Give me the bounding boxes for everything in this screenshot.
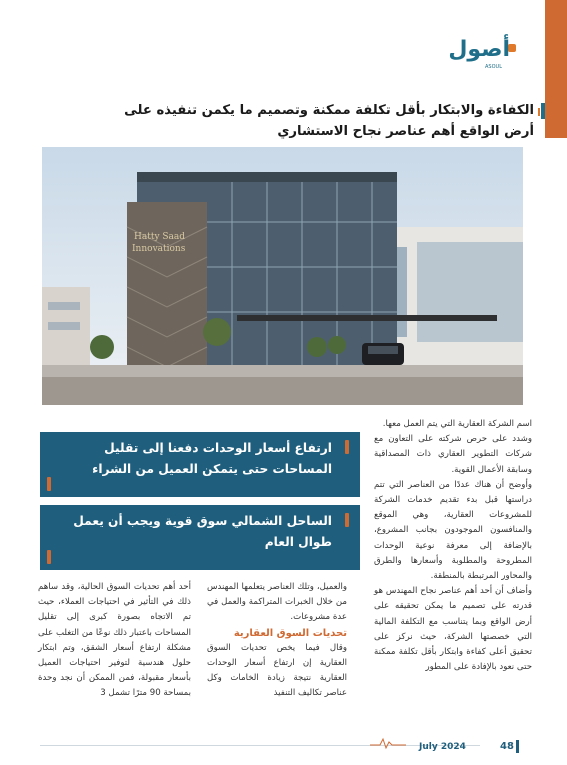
quote-close-icon	[44, 477, 54, 491]
article-column-middle	[207, 580, 347, 702]
issue-date: July 2024	[419, 742, 466, 752]
section-subheading: تحديات السوق العقارية	[233, 627, 347, 639]
pull-quote-2	[40, 505, 360, 570]
building-photo	[42, 147, 523, 405]
article-column-left	[38, 580, 191, 702]
article-headline: الكفاءة والابتكار بأقل تكلفة ممكنة وتصميم ما يكمن تنفيذه على أرض الواقع أهم عناصر نجاح الاستشاري	[124, 103, 534, 139]
page-marker-icon	[516, 740, 519, 753]
page-number: 48	[500, 741, 514, 752]
pull-quote-1	[40, 432, 360, 497]
magazine-logo	[440, 37, 510, 70]
corner-accent	[545, 0, 567, 138]
quote-open-icon	[342, 440, 352, 454]
paragraph: وأضاف أن أحد أهم عناصر نجاح المهندس هو قدرته على تصميم ما يمكن تحقيقه على أرض الواقع وبما يتناسب مع التكلفة المالية التي خصصتها الشركة، حيث نركز على تحقيق أعلى كفاءة وابتكار بأقل تكلفة ممكنة حتى نعود بالإفادة على المطور	[374, 586, 532, 673]
logo-tagline: ASOUL	[485, 64, 502, 70]
quote-close-icon	[44, 550, 54, 564]
building-sign-line1: Hatty Saad	[134, 232, 186, 242]
building-photo-illustration	[42, 147, 523, 405]
building-sign-line2: Innovations	[132, 244, 186, 254]
paragraph: والعميل، وتلك العناصر يتعلمها المهندس من خلال الخبرات المتراكمة والعمل في عدة مشروعات.	[207, 582, 347, 623]
pulse-line-icon	[370, 736, 406, 750]
paragraph: وشدد على حرص شركته على التعاون مع شركات التطوير العقاري ذات المصداقية وسابقة الأعمال القوية.	[374, 434, 532, 475]
paragraph: أحد أهم تحديات السوق الحالية، وقد ساهم ذلك في التأثير في احتياجات العملاء، حيث تم الاتجاه بصورة كبرى إلى تقليل المساحات باعتبار ذلك نوعًا من التغلب على مشكلة ارتفاع أسعار الشقق، وتم ابتكار حلول هندسية لتوفير احتياجات العميل بأسعار مقبولة، فمن الممكن أن نجد وحدة بمساحة 90 مترًا تشمل 3	[38, 582, 191, 699]
paragraph: وقال فيما يخص تحديات السوق العقارية إن ارتفاع أسعار الوحدات العقارية نتيجة زيادة الخامات وكل عناصر تكاليف التنفيذ	[207, 642, 347, 699]
footer-divider	[40, 745, 480, 746]
pull-quote-2-text: الساحل الشمالي سوق قوية ويجب أن يعمل طوال العام	[73, 514, 332, 549]
paragraph: اسم الشركة العقارية التي يتم العمل معها.	[382, 419, 532, 429]
pull-quote-1-text: ارتفاع أسعار الوحدات دفعنا إلى تقليل المساحات حتى يتمكن العميل من الشراء	[92, 441, 332, 476]
quote-open-icon	[342, 513, 352, 527]
headline-marker-accent	[538, 108, 540, 116]
article-column-right	[374, 417, 532, 675]
logo-text: أصول	[448, 37, 510, 62]
paragraph: وأوضح أن هناك عددًا من العناصر التي تتم دراستها قبل بدء تقديم خدمات الشركة للمشروعات العقارية، وهي الموقع والمنافسون الموجودون بجانب المشروع، بالإضافة إلى معرفة نوعية الوحدات المطروحة والمطلوبة وأسعارها والطرق والمحاور المرتبطة بالمنطقة.	[374, 479, 532, 582]
headline-marker-icon	[541, 103, 545, 119]
